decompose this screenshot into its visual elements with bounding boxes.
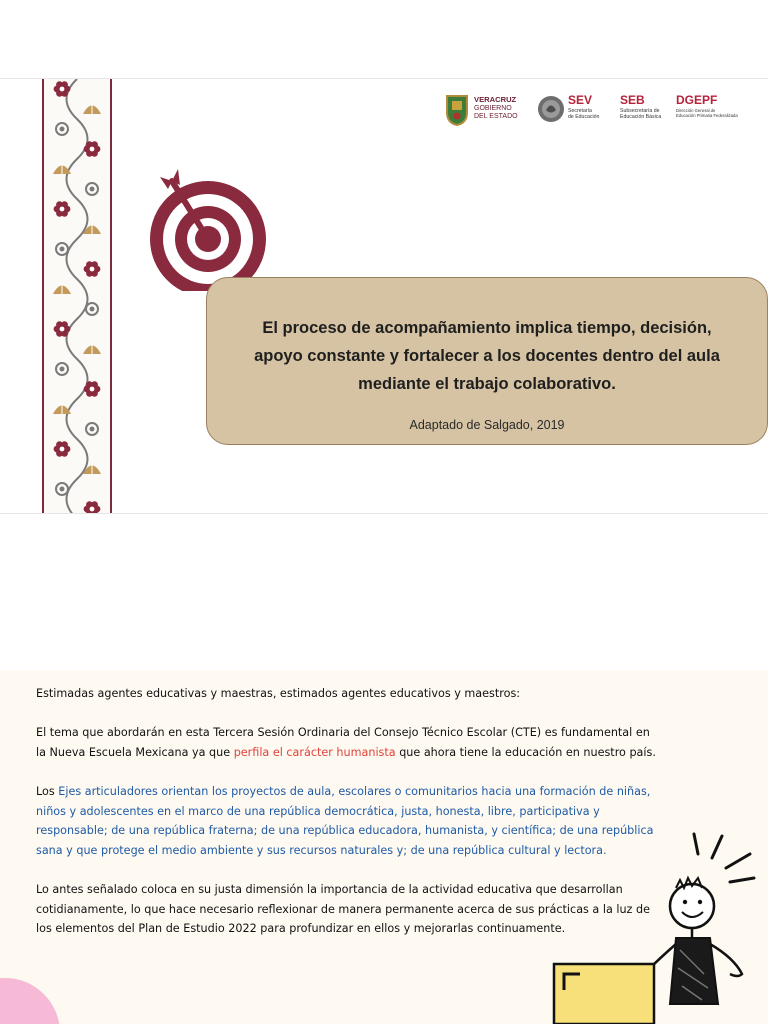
logo-bar — [444, 91, 760, 127]
doodle-person-icon — [552, 828, 768, 1024]
sev-title: SEV — [568, 93, 593, 107]
decorative-border — [42, 79, 112, 513]
quote-box — [206, 277, 768, 445]
veracruz-line1: VERACRUZ — [474, 95, 517, 104]
sev-line1: Secretaría — [568, 108, 592, 114]
seb-title: SEB — [620, 93, 645, 107]
paragraph-3: Lo antes señalado coloca en su justa dimensión la importancia de la actividad educativa que desarrollan cotidianamente, lo que hace necesario reflexionar de manera permanente acerca de sus prácticas a la luz de los elementos del Plan de Estudio 2022 para profundizar en ellos y mejorarlas continuamente. — [36, 882, 650, 936]
paragraph-1-text-b: que ahora tiene la educación en nuestro país. — [395, 745, 656, 759]
floral-pattern-icon — [44, 79, 110, 513]
logo-dgepf — [676, 91, 760, 127]
sev-line2: de Educación — [568, 114, 600, 120]
border-ornament — [90, 507, 95, 512]
border-ornament — [60, 487, 65, 492]
quote-line-1: El proceso de acompañamiento implica tiempo, decisión, — [262, 319, 712, 337]
border-ornament — [60, 327, 65, 332]
pink-blob-decoration — [0, 978, 60, 1024]
border-ornament — [60, 367, 65, 372]
border-ornament — [90, 387, 95, 392]
slide-mensaje — [0, 670, 768, 1024]
veracruz-line2: GOBIERNO — [474, 105, 512, 112]
greeting: Estimadas agentes educativas y maestras, estimados agentes educativos y maestros: — [36, 687, 521, 700]
paragraph-2-text-a: Los — [36, 784, 59, 798]
quote-text — [223, 314, 751, 398]
border-ornament — [90, 427, 95, 432]
paragraph-1 — [36, 723, 656, 762]
veracruz-crest-icon — [444, 92, 470, 126]
target-icon — [146, 167, 270, 291]
border-ornament — [90, 267, 95, 272]
border-ornament — [60, 87, 65, 92]
border-ornament — [90, 147, 95, 152]
border-ornament — [60, 207, 65, 212]
border-ornament — [60, 247, 65, 252]
logo-seb — [620, 91, 680, 127]
border-ornament — [90, 307, 95, 312]
mexico-shield-icon — [538, 92, 564, 126]
dgepf-line1: Dirección General de — [676, 108, 716, 113]
border-ornament — [60, 447, 65, 452]
veracruz-line3: DEL ESTADO — [474, 113, 518, 120]
dgepf-title: DGEPF — [676, 93, 718, 107]
ejes-highlight: Ejes articuladores orientan los proyectos de aula, escolares o comunitarios hacia una formación de niñas, niños y adolescentes en el marco de una república democrática, justa, honesta, libre, participativa y responsable; de una república fraterna; de una república educadora, humanista, y científica; de una república sana y que protege el medio ambiente y sus recursos naturales y; de una república cultural y lectora. — [36, 784, 654, 857]
paragraph-1-text-a: El tema que abordarán en esta Tercera Sesión Ordinaria del Consejo Técnico Escolar (CTE) es fundamental en la Nueva Escuela Mexicana ya que — [36, 726, 650, 759]
quote-line-2: apoyo constante y fortalecer a los docentes dentro del aula — [254, 347, 720, 365]
quote-source: Adaptado de Salgado, 2019 — [409, 418, 565, 432]
humanist-highlight: perfila el carácter humanista — [233, 745, 396, 759]
seb-line2: Educación Básica — [620, 114, 662, 120]
slide-acompanamiento — [0, 78, 768, 514]
seb-line1: Subsecretaría de — [620, 108, 660, 114]
logo-sev — [538, 91, 608, 127]
dgepf-line2: Educación Primaria Federalizada — [676, 113, 738, 118]
border-ornament — [60, 127, 65, 132]
border-ornament — [90, 187, 95, 192]
quote-line-3: mediante el trabajo colaborativo. — [358, 375, 616, 393]
logo-veracruz — [444, 91, 524, 127]
